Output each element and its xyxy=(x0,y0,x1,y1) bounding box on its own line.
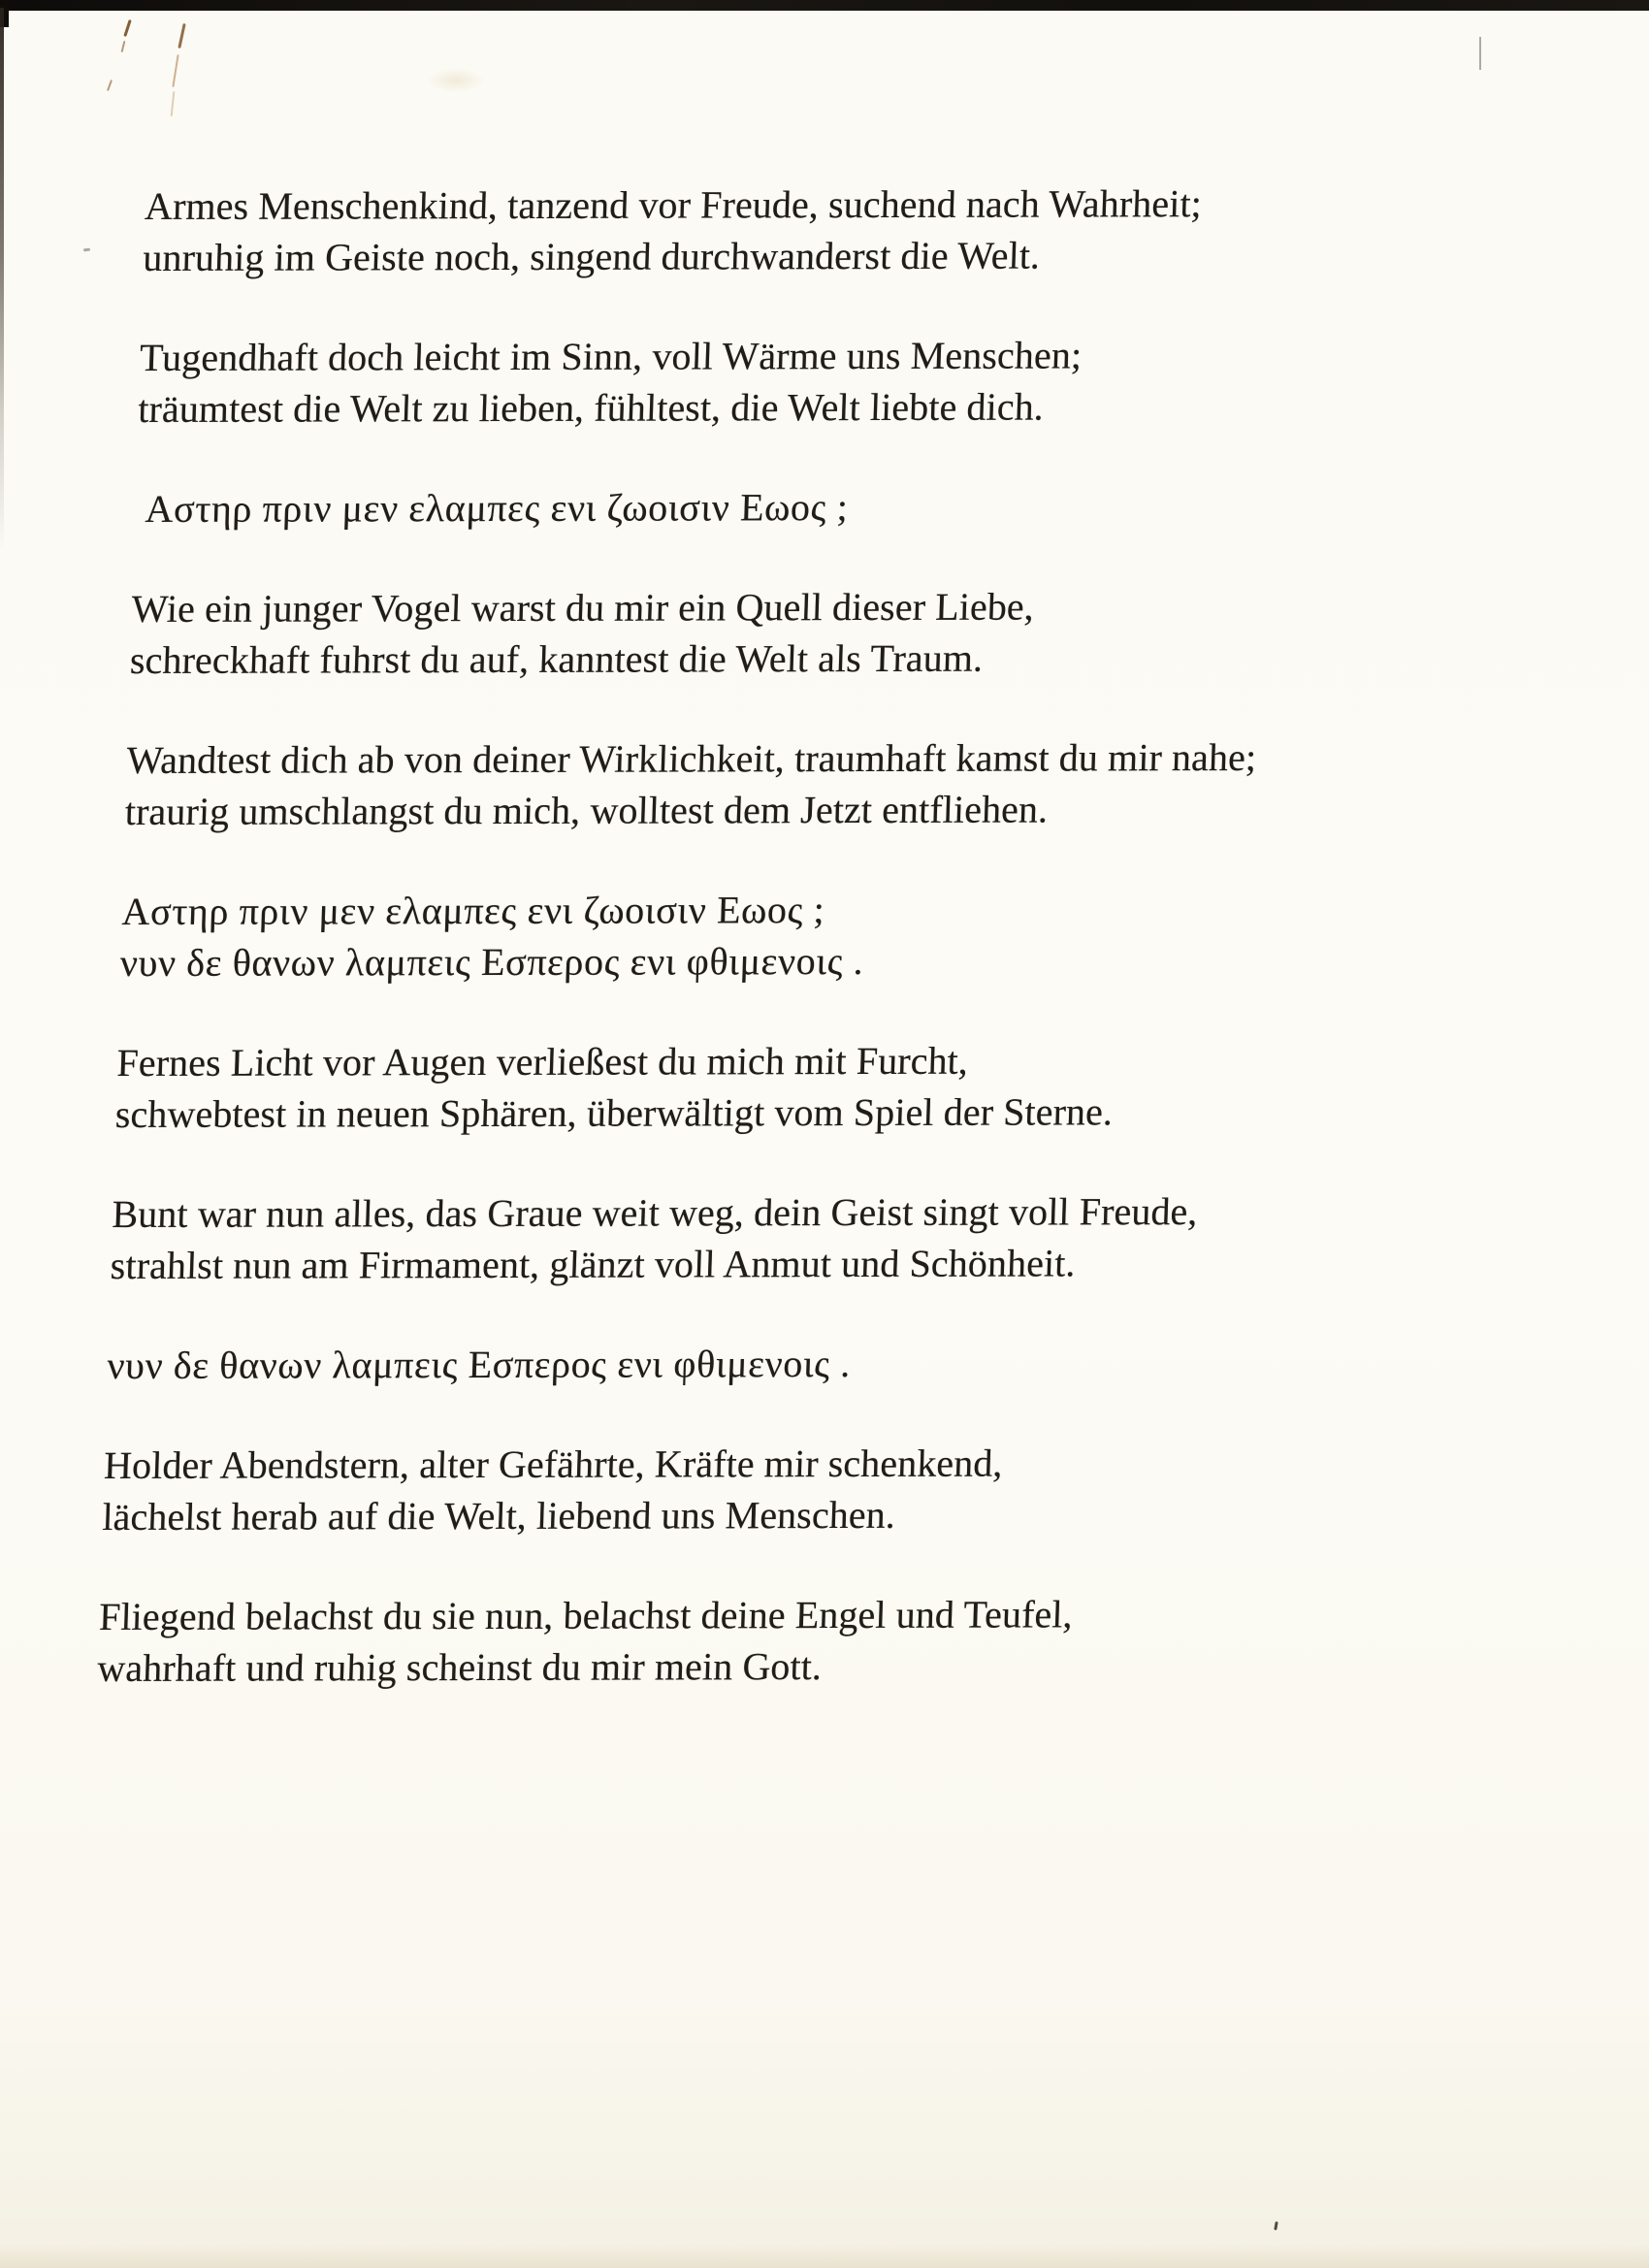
poem-line: Αστηρ πριν μεν ελαμπες ενι ζωοισιν Εωος ; xyxy=(134,485,850,531)
pen-mark xyxy=(178,23,185,49)
poem-line: schwebtest in neuen Sphären, überwältigt vom Spiel der Sterne. xyxy=(114,1089,1114,1136)
stanza xyxy=(114,1033,1515,1140)
pen-mark xyxy=(171,91,176,116)
paper-speck xyxy=(83,248,90,252)
stanza xyxy=(110,1184,1510,1291)
paper-speck xyxy=(1274,2221,1278,2230)
poem-line: Fliegend belachst du sie nun, belachst deine Engel und Teufel, xyxy=(98,1592,1074,1638)
poem-line: schreckhaft fuhrst du auf, kanntest die Welt als Traum. xyxy=(129,635,984,682)
pen-mark xyxy=(121,41,126,52)
scan-edge-left xyxy=(0,8,4,551)
poem-line: strahlst nun am Firmament, glänzt voll Anmut und Schönheit. xyxy=(110,1241,1077,1287)
stanza xyxy=(107,1336,1505,1391)
pen-mark xyxy=(123,19,131,37)
stanza xyxy=(134,479,1533,535)
poem-line: Wie ein junger Vogel warst du mir ein Quell dieser Liebe, xyxy=(131,584,1035,631)
poem-line: Αστηρ πριν μεν ελαμπες ενι ζωοισιν Εωος ; xyxy=(120,888,826,933)
stanza xyxy=(129,579,1530,686)
poem-line: wahrhaft und ruhig scheinst du mir mein Gott. xyxy=(96,1644,823,1690)
stanza xyxy=(138,328,1538,435)
stanza xyxy=(124,730,1525,837)
stanza xyxy=(97,1587,1498,1694)
poem-line: νυν δε θανων λαμπεις Εσπερος ενι φθιμενοις . xyxy=(119,938,865,985)
stanza xyxy=(143,177,1543,283)
poem-line: Wandtest dich ab von deiner Wirklichkeit, traumhaft kamst du mir nahe; xyxy=(125,734,1257,782)
poem-line: νυν δε θανων λαμπεις Εσπερος ενι φθιμενοις . xyxy=(106,1341,852,1387)
poem-line: unruhig im Geiste noch, singend durchwanderst die Welt. xyxy=(142,233,1041,279)
pen-mark xyxy=(172,54,178,87)
scan-edge-right-mark xyxy=(1479,37,1481,70)
stanza xyxy=(119,882,1520,988)
poem xyxy=(95,177,1542,1742)
stanza xyxy=(102,1436,1503,1542)
paper-smudge xyxy=(427,68,485,93)
poem-line: Fernes Licht vor Augen verließest du mich mit Furcht, xyxy=(115,1038,969,1085)
poem-line: träumtest die Welt zu lieben, fühltest, die Welt liebte dich. xyxy=(137,384,1045,431)
poem-line: Holder Abendstern, alter Gefährte, Kräfte mir schenkend, xyxy=(103,1441,1004,1487)
scan-edge-top xyxy=(0,0,1649,11)
scan-edge-bottom-shade xyxy=(0,2243,1649,2268)
poem-line: lächelst herab auf die Welt, liebend uns Menschen. xyxy=(101,1492,896,1539)
pen-mark xyxy=(107,80,113,91)
poem-line: traurig umschlangst du mich, wolltest dem Jetzt entfliehen. xyxy=(124,787,1050,833)
poem-line: Armes Menschenkind, tanzend vor Freude, suchend nach Wahrheit; xyxy=(144,181,1203,228)
poem-line: Tugendhaft doch leicht im Sinn, voll Wärme uns Menschen; xyxy=(139,333,1083,379)
poem-line: Bunt war nun alles, das Graue weit weg, dein Geist singt voll Freude, xyxy=(111,1189,1199,1236)
